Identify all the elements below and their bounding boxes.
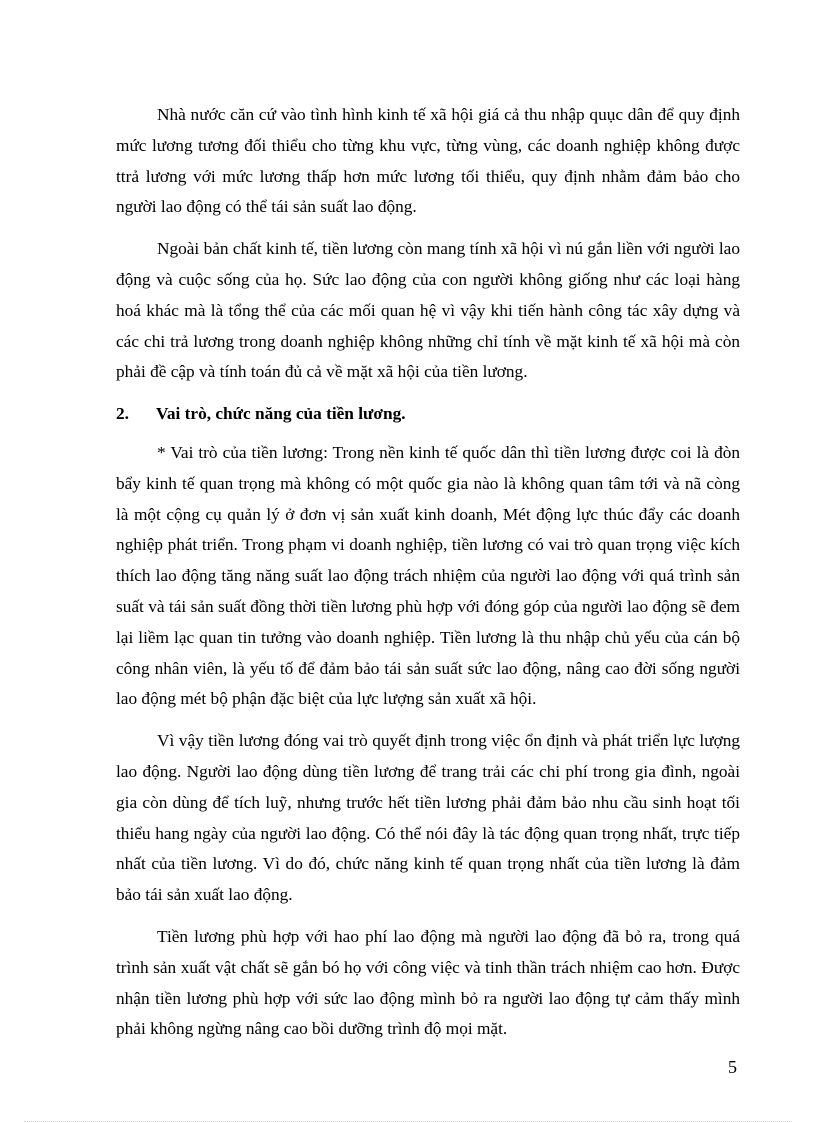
page-content bbox=[116, 100, 740, 1056]
paragraph-social-nature: Ngoài bản chất kinh tế, tiền lương còn mang tính xã hội vì nú gắn liền với người lao động và cuộc sống của họ. Sức lao động của con người không giống như các loại hàng hoá khác mà là tổng thể của các mối quan hệ vì vậy khi tiến hành công tác xây dựng và các chi trả lương trong doanh nghiệp không những chỉ tính về mặt kinh tế xã hội mà còn phải đề cập và tính toán đủ cả về mặt xã hội của tiền lương. bbox=[116, 239, 740, 382]
section-heading bbox=[116, 399, 740, 430]
paragraph-decisive-role: Vì vậy tiền lương đóng vai trò quyết định trong việc ổn định và phát triển lực lượng lao động. Người lao động dùng tiền lương để trang trải các chi phí trong gia đình, ngoài gia còn dùng để tích luỹ, nhưng trước hết tiền lương phải đảm bảo nhu cầu sinh hoạt tối thiểu hang ngày của người lao động. Có thể nói đây là tác động quan trọng nhất, trực tiếp nhất của tiền lương. Vì do đó, chức năng kinh tế quan trọng nhất của tiền lương là đảm bảo tái sản xuất lao động. bbox=[116, 731, 740, 905]
paragraph-minimum-wage: Nhà nước căn cứ vào tình hình kinh tế xã hội giá cả thu nhập quục dân để quy định mức lương tương đối thiểu cho từng khu vực, từng vùng, các doanh nghiệp không được ttrả lương với mức lương thấp hơn mức lương tối thiểu, quy định nhằm đảm bảo cho người lao động có thể tái sản suất lao động. bbox=[116, 105, 740, 217]
paragraph-role-of-wages: * Vai trò của tiền lương: Trong nền kinh tế quốc dân thì tiền lương được coi là đòn bẩy kinh tế quan trọng mà không có một quốc gia nào là không quan tâm tới và nã còng là một cộng cụ quản lý ở đơn vị sản xuất kinh doanh, Mét động lực thúc đẩy các doanh nghiệp phát triển. Trong phạm vi doanh nghiệp, tiền lương có vai trò quan trọng việc kích thích lao động tăng năng suất lao động trách nhiệm của người lao động với quá trình sản suất và tái sản suất đồng thời tiền lương phù hợp với đóng góp của người lao động sẽ đem lại liềm lạc quan tin tưởng vào doanh nghiệp. Tiền lương là thu nhập chủ yếu của cán bộ công nhân viên, là yếu tố để đảm bảo tái sản suất sức lao động, nâng cao đời sống người lao động mét bộ phận đặc biệt của lực lượng sản xuất xã hội. bbox=[116, 442, 740, 709]
page-bottom-edge bbox=[24, 1121, 792, 1122]
section-title: Vai trò, chức năng của tiền lương. bbox=[156, 404, 406, 424]
page-number: 5 bbox=[728, 1057, 737, 1077]
section-number: 2. bbox=[116, 404, 129, 424]
paragraph-appropriate-wages: Tiền lương phù hợp với hao phí lao động mà người lao động đã bỏ ra, trong quá trình sản xuất vật chất sẽ gắn bó họ với công việc và tinh thần trách nhiệm cao hơn. Được nhận tiền lương phù hợp với sức lao động mình bỏ ra người lao động tự cảm thấy mình phải không ngừng nâng cao bồi dưỡng trình độ mọi mặt. bbox=[116, 926, 740, 1039]
